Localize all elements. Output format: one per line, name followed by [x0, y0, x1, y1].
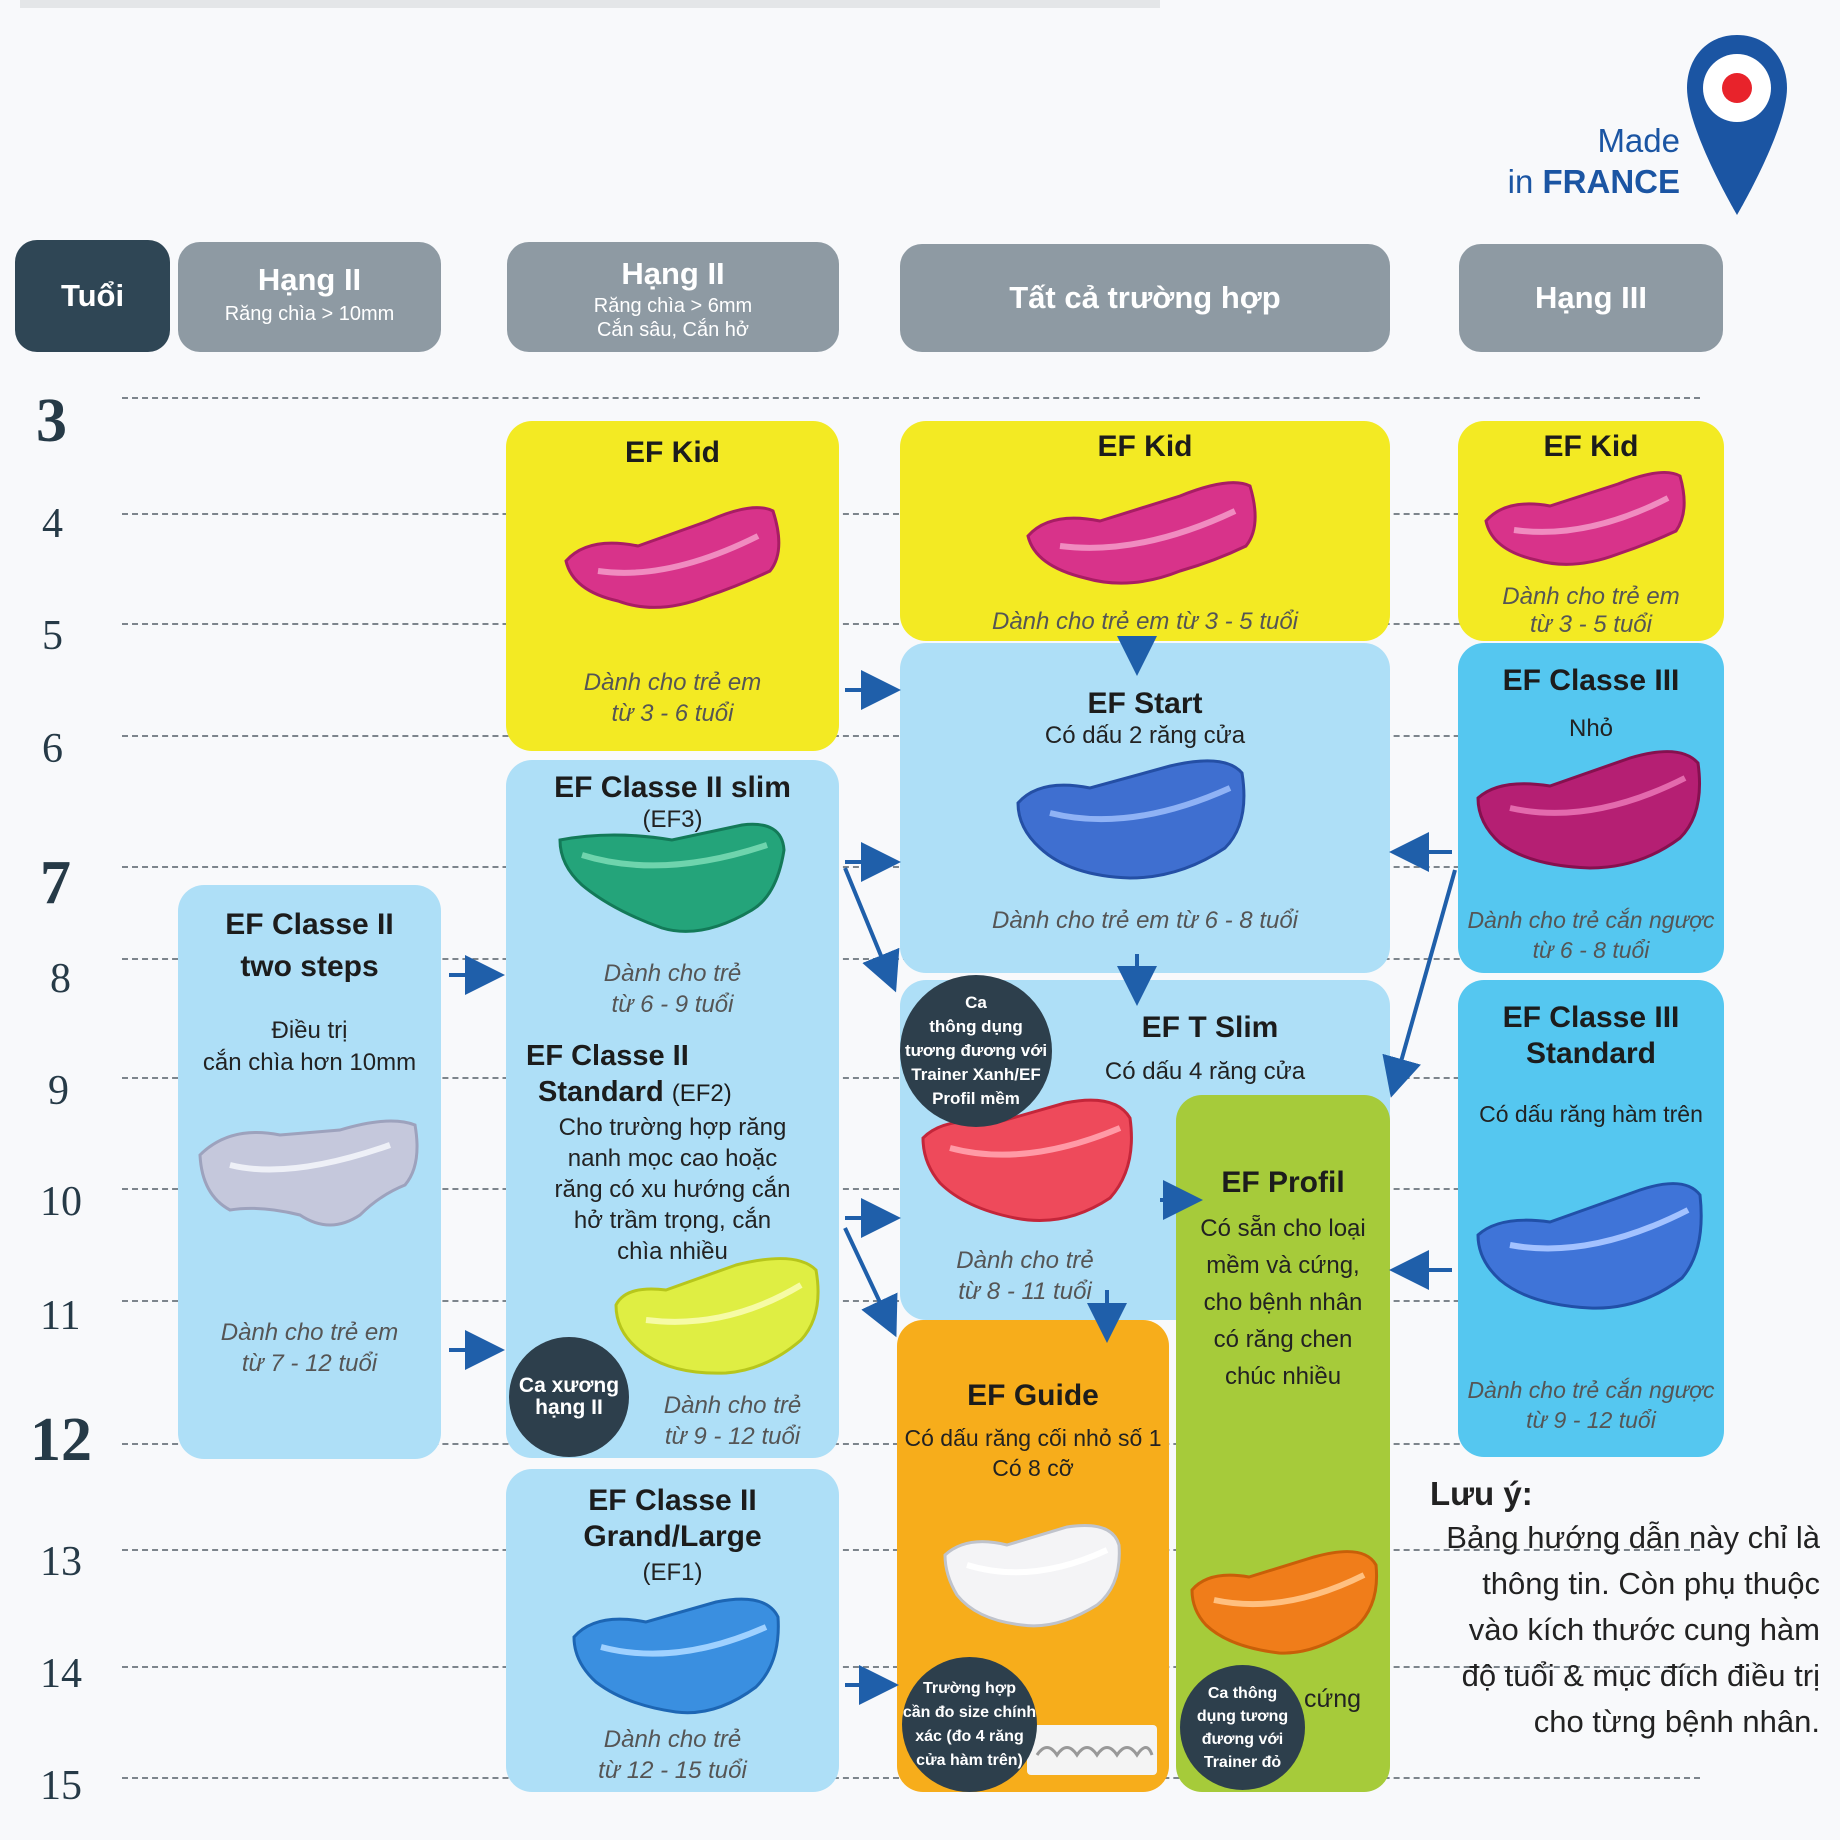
arrow-slim-to-tslim [845, 868, 893, 985]
age-header: Tuổi [15, 240, 170, 352]
note-line-3: vào kích thước cung hàm [1468, 1612, 1820, 1647]
profil-text-2: mềm và cứng, [1206, 1252, 1360, 1279]
badge-profil-common: Ca thông dụng tương đương với Trainer đỏ [1180, 1665, 1305, 1790]
slim-desc-2: từ 6 - 9 tuổi [611, 991, 734, 1018]
start-sub: Có dấu 2 răng cửa [1044, 722, 1246, 749]
classe3-std-desc-1: Dành cho trẻ cắn ngược [1467, 1377, 1715, 1403]
two-steps-desc-2: từ 7 - 12 tuổi [241, 1350, 378, 1377]
guide-sub-1: Có dấu răng cối nhỏ số 1 [904, 1425, 1162, 1451]
start-title: EF Start [1087, 687, 1203, 720]
two-steps-desc-1: Dành cho trẻ em [220, 1319, 399, 1346]
kid-col2-desc-1: Dành cho trẻ em [583, 669, 762, 696]
two-steps-title-2: two steps [240, 950, 379, 983]
classe3-small-title: EF Classe III [1502, 664, 1680, 697]
age-12: 12 [30, 1406, 92, 1474]
badge-tslim-common: Ca thông dụng tương đương với Trainer Xanh/EF Profil mềm [900, 975, 1052, 1127]
note-line-4: độ tuổi & mục đích điều trị [1461, 1658, 1820, 1693]
classe3-std-desc-2: từ 9 - 12 tuổi [1526, 1407, 1656, 1433]
age-9: 9 [48, 1068, 69, 1114]
kid-col3-desc: Dành cho trẻ em từ 3 - 5 tuổi [991, 608, 1299, 635]
kid-col2-title: EF Kid [625, 436, 720, 469]
std-desc-1: Dành cho trẻ [663, 1392, 802, 1419]
profil-text-4: có răng chen [1213, 1326, 1353, 1353]
profil-text-3: cho bệnh nhân [1203, 1289, 1363, 1316]
kid-col3-title: EF Kid [1097, 430, 1193, 463]
kid-col4-desc-2: từ 3 - 5 tuổi [1530, 611, 1652, 638]
tslim-desc-2: từ 8 - 11 tuổi [958, 1278, 1092, 1305]
badge-skeletal-class2: Ca xương hạng II [509, 1337, 629, 1457]
note-title: Lưu ý: [1430, 1475, 1533, 1512]
note-line-1: Bảng hướng dẫn này chỉ là [1446, 1520, 1820, 1555]
age-7: 7 [40, 849, 71, 917]
start-desc: Dành cho trẻ em từ 6 - 8 tuổi [991, 907, 1299, 934]
classe3-std-sub: Có dấu răng hàm trên [1479, 1101, 1703, 1127]
grand-desc-2: từ 12 - 15 tuổi [598, 1757, 747, 1784]
age-5: 5 [42, 613, 63, 659]
made-label: Made [1597, 122, 1680, 159]
grand-title-1: EF Classe II [588, 1484, 757, 1517]
age-10: 10 [40, 1179, 82, 1225]
grand-title-2: Grand/Large [583, 1520, 762, 1553]
two-steps-title-1: EF Classe II [225, 908, 394, 941]
age-8: 8 [50, 956, 71, 1002]
std-text-3: răng có xu hướng cắn [554, 1176, 791, 1203]
header-class3: Hạng III [1459, 244, 1723, 352]
age-15: 15 [40, 1763, 82, 1809]
std-text-1: Cho trường hợp răng [558, 1114, 787, 1141]
classe3-small-desc-1: Dành cho trẻ cắn ngược [1467, 907, 1715, 933]
classe3-std-title-1: EF Classe III [1502, 1001, 1680, 1034]
std-text-4: hở trầm trọng, cắn [573, 1207, 772, 1234]
guide-sub-2: Có 8 cỡ [992, 1455, 1074, 1481]
classe3-small-sub: Nhỏ [1568, 715, 1614, 742]
profil-title: EF Profil [1221, 1166, 1345, 1199]
arrow-classe3small-to-tslim [1393, 870, 1455, 1090]
age-14: 14 [40, 1651, 82, 1697]
std-text-2: nanh mọc cao hoặc [567, 1145, 778, 1172]
tslim-desc-1: Dành cho trẻ [956, 1247, 1094, 1274]
slim-title: EF Classe II slim [554, 771, 791, 804]
age-4: 4 [42, 501, 63, 547]
guide-title: EF Guide [967, 1379, 1099, 1412]
slim-code: (EF3) [642, 806, 703, 833]
profil-text-1: Có sẵn cho loại [1200, 1215, 1366, 1242]
classe3-small-desc-2: từ 6 - 8 tuổi [1532, 937, 1650, 963]
age-11: 11 [40, 1293, 81, 1339]
header-class2-10mm: Hạng II Răng chìa > 10mm [178, 242, 441, 352]
note-line-2: thông tin. Còn phụ thuộc [1482, 1566, 1820, 1601]
age-3: 3 [36, 387, 67, 455]
std-title-1: EF Classe II [526, 1040, 689, 1072]
kid-col4-desc-1: Dành cho trẻ em [1502, 583, 1680, 610]
classe3-std-title-2: Standard [1525, 1037, 1657, 1070]
tslim-title: EF T Slim [1141, 1011, 1279, 1044]
profil-hard-label: cứng [1304, 1685, 1362, 1713]
arrow-std-to-guide [845, 1228, 893, 1330]
tslim-sub: Có dấu 4 răng cửa [1104, 1058, 1306, 1085]
badge-guide-measure: Trường hợp cần đo size chính xác (đo 4 răng cửa hàm trên) [902, 1657, 1037, 1792]
kid-col4-title: EF Kid [1543, 430, 1639, 463]
two-steps-sub-2: cắn chìa hơn 10mm [202, 1049, 417, 1076]
grand-desc-1: Dành cho trẻ [603, 1726, 742, 1753]
std-title-2: Standard (EF2) [538, 1076, 732, 1108]
note-line-5: cho từng bệnh nhân. [1533, 1704, 1820, 1739]
profil-text-5: chúc nhiều [1224, 1363, 1342, 1390]
age-6: 6 [42, 726, 63, 772]
header-all-cases: Tất cả trường hợp [900, 244, 1390, 352]
std-text-5: chìa nhiều [617, 1238, 728, 1265]
kid-col2-desc-2: từ 3 - 6 tuổi [611, 700, 734, 727]
std-desc-2: từ 9 - 12 tuổi [664, 1423, 801, 1450]
in-france-label: in FRANCE [1507, 163, 1680, 200]
grand-code: (EF1) [642, 1559, 703, 1586]
slim-desc-1: Dành cho trẻ [603, 960, 742, 987]
age-13: 13 [40, 1539, 82, 1585]
two-steps-sub-1: Điều trị [271, 1017, 348, 1044]
header-class2-6mm: Hạng II Răng chìa > 6mm Cắn sâu, Cắn hở [507, 242, 839, 352]
